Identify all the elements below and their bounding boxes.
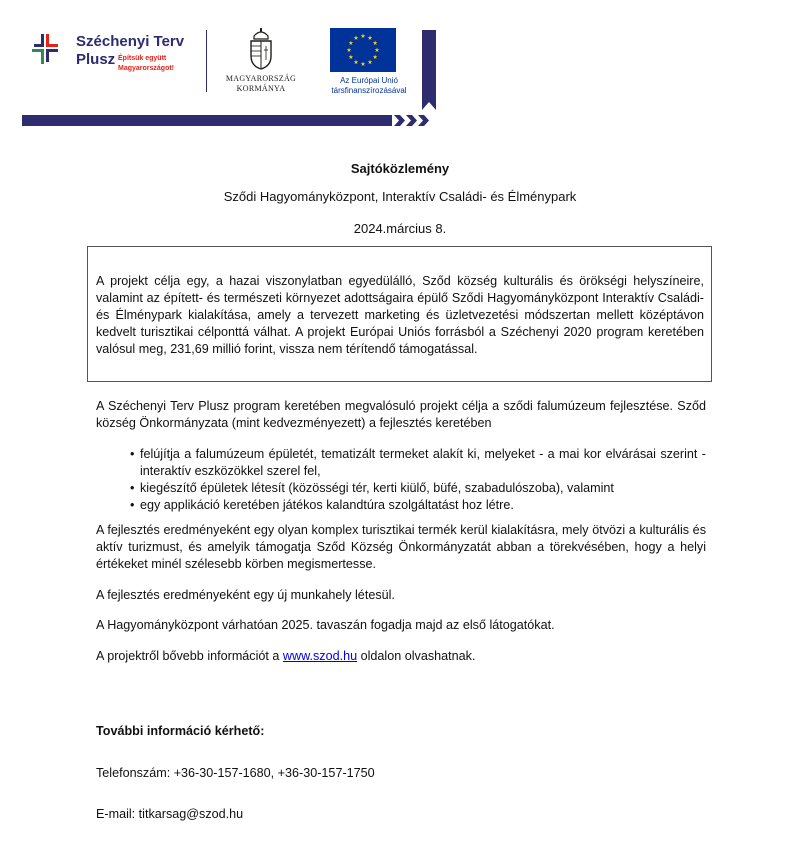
logo-divider — [206, 30, 207, 92]
contact-phone: Telefonszám: +36-30-157-1680, +36-30-157-1750 — [96, 766, 375, 780]
header-banner — [22, 115, 442, 126]
development-list — [96, 446, 706, 514]
eu-logo — [318, 28, 420, 100]
government-text — [222, 74, 300, 94]
szechenyi-plus: Plusz — [76, 51, 116, 68]
bullet-icon: • — [130, 498, 135, 512]
intro-paragraph: A Széchenyi Terv Plusz program keretében megvalósuló projekt célja a sződi falumúzeum fejlesztése. Sződ község Önkormányzata (mint kedvezményezett) a fejlesztés keretében — [96, 399, 706, 430]
bullet-icon: • — [130, 447, 135, 461]
more-info-paragraph — [96, 648, 706, 665]
website-link[interactable]: www.szod.hu — [282, 649, 358, 663]
document-title: Sajtóközlemény — [350, 161, 450, 176]
opening-paragraph: A Hagyományközpont várhatóan 2025. tavaszán fogadja majd az első látogatókat. — [96, 618, 555, 632]
list-item-text: kiegészítő épületek létesít (közösségi tér, kerti kiülő, büfé, szabadulószoba), valamint — [140, 481, 614, 495]
list-item-text: felújítja a falumúzeum épületét, tematizált termeket alakít ki, melyeket - a mai kor elvárásai szerint - interaktív eszközökkel szerel fel, — [140, 447, 706, 478]
eu-stars-icon — [330, 28, 396, 72]
banner-bar — [22, 115, 392, 126]
list-item — [96, 446, 706, 480]
contact-email: E-mail: titkarsag@szod.hu — [96, 807, 244, 821]
header-ribbon-icon — [422, 30, 442, 110]
summary-box — [87, 246, 712, 382]
government-line1: MAGYARORSZÁG — [225, 74, 297, 83]
list-item — [96, 497, 706, 514]
eu-cofinancing-text: Az Európai Unió társfinanszírozásával — [331, 76, 407, 95]
document-subtitle: Sződi Hagyományközpont, Interaktív Családi- és Élménypark — [223, 189, 577, 204]
list-item-text: egy applikáció keretében játékos kalandtúra szolgáltatást hoz létre. — [140, 498, 514, 512]
szechenyi-cross-icon — [22, 32, 68, 72]
jobs-paragraph: A fejlesztés eredményeként egy új munkahely létesül. — [96, 588, 395, 602]
government-line2: KORMÁNYA — [236, 84, 286, 93]
summary-text: A projekt célja egy, a hazai viszonylatban egyedülálló, Sződ község kulturális és örökségi helyszíneire, valamint az épített- és természeti környezet adottságaira épülő Sződi Hagyományközpont Interaktív Családi- és Élménypark kialakítása, amely a tervezett marketing és üzletvezetési módszertan mellett középtávon kedvelt turisztikai célponttá válhat. A projekt Európai Uniós forrásból a Széchenyi 2020 program keretében valósul meg, 231,69 millió forint, vissza nem térítendő támogatással. — [96, 274, 704, 356]
result-paragraph: A fejlesztés eredményeként egy olyan komplex turisztikai termék kerül kialakításra, mely ötvözi a kulturális és aktív turizmust, és amelyik támogatja Sződ Község Önkormányzatát abban a törekvésében, hogy a helyi értékeket minél szélesebb körben megismertesse. — [96, 523, 706, 571]
eu-flag-icon — [330, 28, 396, 72]
document-date: 2024.március 8. — [353, 221, 447, 236]
more-info-before: A projektről bővebb információt a — [96, 649, 283, 663]
government-logo — [222, 28, 300, 98]
szechenyi-name: Széchenyi Terv — [76, 33, 185, 50]
bullet-icon: • — [130, 481, 135, 495]
szechenyi-terv-logo — [22, 30, 190, 100]
contact-heading: További információ kérhető: — [96, 724, 265, 738]
szechenyi-slogan: Építsük együtt Magyarországot! — [118, 55, 175, 72]
coat-of-arms-icon — [246, 28, 276, 70]
list-item — [96, 480, 706, 497]
banner-chevrons-icon — [392, 115, 442, 126]
more-info-after: oldalon olvashatnak. — [357, 649, 476, 663]
